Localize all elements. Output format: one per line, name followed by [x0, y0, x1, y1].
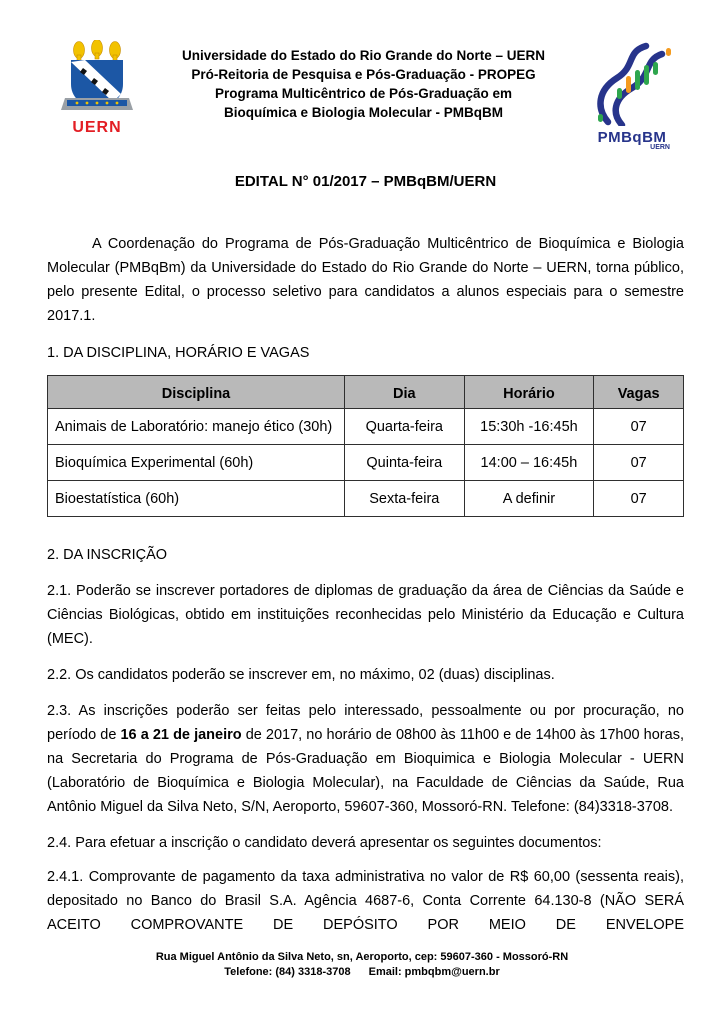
pmbqbm-logo: [580, 40, 684, 151]
paragraph-2-3-text: 2.3. As inscrições poderão ser feitas pelo interessado, pessoalmente ou por procuração, no período de: [47, 703, 684, 743]
cell-horario: A definir: [464, 481, 594, 517]
paragraph-2-4: 2.4. Para efetuar a inscrição o candidato deverá apresentar os seguintes documentos:: [47, 835, 602, 851]
dna-helix-icon: [586, 40, 678, 126]
footer-phone: Telefone: (84) 3318-3708: [224, 965, 351, 978]
cell-dia: Sexta-feira: [345, 481, 465, 517]
footer-address: Rua Miguel Antônio da Silva Neto, sn, Aeroporto, cep: 59607-360 - Mossoró-RN: [155, 951, 569, 963]
document-header: [47, 40, 684, 151]
paragraph-2-1: 2.1. Poderão se inscrever portadores de diplomas de graduação da área de Ciências da Saúde e Ciências Biológicas, obtido em instituições reconhecidas pelo Ministério da Educação e Cultura (MEC).: [47, 583, 684, 647]
cell-vagas: 07: [594, 409, 684, 445]
column-header-dia: Dia: [345, 376, 465, 409]
uern-logo-label: UERN: [72, 119, 122, 136]
cell-horario: 15:30h -16:45h: [464, 409, 594, 445]
table-row: [48, 481, 684, 517]
column-header-horario: Horário: [464, 376, 594, 409]
section-1-heading: 1. DA DISCIPLINA, HORÁRIO E VAGAS: [47, 345, 310, 361]
cell-dia: Quarta-feira: [345, 409, 465, 445]
cell-disciplina: Bioquímica Experimental (60h): [48, 445, 345, 481]
institution-line: Programa Multicêntrico de Pós-Graduação em: [214, 86, 513, 101]
cell-vagas: 07: [594, 481, 684, 517]
cell-disciplina: Animais de Laboratório: manejo ético (30h): [48, 409, 345, 445]
table-row: [48, 409, 684, 445]
footer-email: Email: pmbqbm@uern.br: [368, 965, 500, 978]
document-body: [47, 232, 684, 937]
column-header-vagas: Vagas: [594, 376, 684, 409]
cell-horario: 14:00 – 16:45h: [464, 445, 594, 481]
pmbqbm-logo-label: PMBqBM: [597, 129, 667, 146]
institution-line: Pró-Reitoria de Pesquisa e Pós-Graduação - PROPEG: [191, 67, 536, 82]
document-footer: [0, 950, 724, 979]
table-row: [48, 445, 684, 481]
paragraph-2-3-text: de 2017, no horário de 08h00 às 11h00 e de 14h00 às 17h00 horas, na Secretaria do Programa de Pós-Graduação em Bioquimica e Biologia Molecular - UERN (Laboratório de Bioquímica e Biologia Molecular), na Faculdade de Ciências da Saúde, Rua Antônio Miguel da Silva Neto, S/N, Aeroporto, 59607-360, Mossoró-RN. Telefone: (84)3318-3708.: [47, 727, 684, 815]
institution-line: Universidade do Estado do Rio Grande do Norte – UERN: [181, 48, 546, 63]
section-2-heading: 2. DA INSCRIÇÃO: [47, 547, 168, 563]
institution-line: Bioquímica e Biologia Molecular - PMBqBM: [223, 105, 504, 120]
cell-dia: Quinta-feira: [345, 445, 465, 481]
cell-vagas: 07: [594, 445, 684, 481]
edital-title: EDITAL N° 01/2017 – PMBqBM/UERN: [234, 173, 497, 190]
paragraph-2-3: [47, 699, 684, 819]
paragraph-2-3-bold-dates: 16 a 21 de janeiro: [120, 727, 242, 743]
footer-contact-line: [0, 965, 724, 980]
paragraph-2-4-1: 2.4.1. Comprovante de pagamento da taxa administrativa no valor de R$ 60,00 (sessenta reais), depositado no Banco do Brasil S.A. Agência 4687-6, Conta Corrente 64.130-8 (NÃO SERÁ ACEITO COMPROVANTE DE DEPÓSITO POR MEIO DE ENVELOPE: [47, 869, 684, 933]
institution-header-text: [147, 40, 580, 122]
table-header-row: [48, 376, 684, 409]
paragraph-2-2: 2.2. Os candidatos poderão se inscrever em, no máximo, 02 (duas) disciplinas.: [47, 667, 555, 683]
disciplines-table: [47, 375, 684, 517]
column-header-disciplina: Disciplina: [48, 376, 345, 409]
pmbqbm-logo-sublabel: UERN: [650, 144, 670, 151]
uern-logo: [47, 40, 147, 137]
intro-paragraph: A Coordenação do Programa de Pós-Graduação Multicêntrico de Bioquímica e Biologia Molecular (PMBqBm) da Universidade do Estado do Rio Grande do Norte – UERN, torna público, pelo presente Edital, o processo seletivo para candidatos a alunos especiais para o semestre 2017.1.: [47, 236, 684, 324]
uern-crest-icon: [57, 40, 137, 116]
cell-disciplina: Bioestatística (60h): [48, 481, 345, 517]
